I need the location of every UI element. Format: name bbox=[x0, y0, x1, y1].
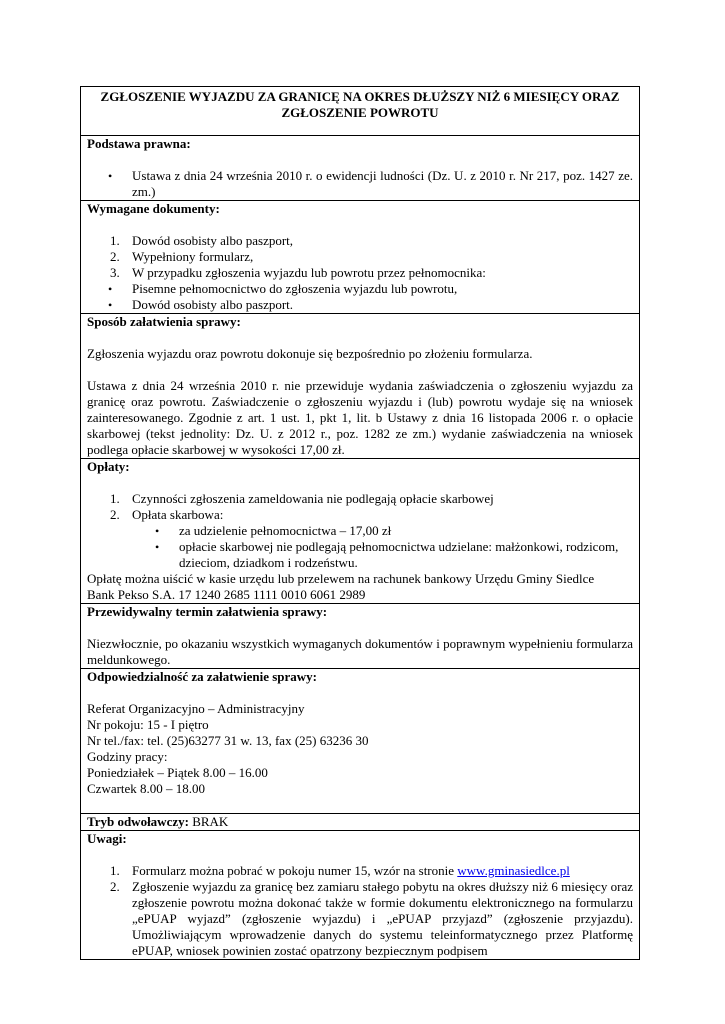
oplaty-numbered-list bbox=[87, 491, 633, 523]
website-link[interactable]: www.gminasiedlce.pl bbox=[457, 863, 570, 878]
section-dokumenty bbox=[81, 201, 640, 314]
podstawa-list bbox=[87, 168, 633, 200]
page-title: ZGŁOSZENIE WYJAZDU ZA GRANICĘ NA OKRES DŁUŻSZY NIŻ 6 MIESIĘCY ORAZ ZGŁOSZENIE POWROTU bbox=[100, 89, 620, 120]
section-tryb bbox=[81, 814, 640, 831]
tryb-value: BRAK bbox=[188, 814, 229, 829]
contact-line: Czwartek 8.00 – 18.00 bbox=[87, 781, 206, 796]
sposob-heading: Sposób załatwienia sprawy: bbox=[87, 314, 241, 329]
section-odpowiedzialnosc bbox=[81, 669, 640, 814]
list-item: • Ustawa z dnia 24 września 2010 r. o ewidencji ludności (Dz. U. z 2010 r. Nr 217, poz. 1427 ze. zm.) bbox=[132, 168, 633, 200]
list-item: • za udzielenie pełnomocnictwa – 17,00 zł bbox=[179, 523, 633, 539]
section-sposob bbox=[81, 314, 640, 459]
oplaty-payment-info: Opłatę można uiścić w kasie urzędu lub przelewem na rachunek bankowy Urzędu Gminy Siedlce bbox=[87, 571, 595, 586]
contact-line: Poniedziałek – Piątek 8.00 – 16.00 bbox=[87, 765, 268, 780]
list-item: • opłacie skarbowej nie podlegają pełnomocnictwa udzielane: małżonkowi, rodzicom, dzieciom, dziadkom i rodzeństwu. bbox=[179, 539, 633, 571]
list-item: • Pisemne pełnomocnictwo do zgłoszenia wyjazdu lub powrotu, bbox=[132, 281, 633, 297]
tryb-heading: Tryb odwoławczy: bbox=[87, 814, 189, 829]
list-item: 3. W przypadku zgłoszenia wyjazdu lub powrotu przez pełnomocnika: bbox=[110, 265, 486, 280]
sposob-paragraph-2: Ustawa z dnia 24 września 2010 r. nie przewiduje wydania zaświadczenia o zgłoszeniu wyjazdu za granicę oraz powrotu. Zaświadczenie o zgłoszeniu wyjazdu i (lub) powrotu wydaje się na wniosek zainteresowanego. Zgodnie z art. 1 ust. 1, pkt 1, lit. b Ustawy z dnia 16 listopada 2006 r. o opłacie skarbowej (tekst jednolity: Dz. U. z 2012 r., poz. 1282 ze zm.) wydanie zaświadczenia na wniosek podlega opłacie skarbowej w wysokości 17,00 zł. bbox=[87, 378, 633, 457]
list-item: 1. Dowód osobisty albo paszport, bbox=[110, 233, 294, 248]
uwagi-numbered-list bbox=[87, 863, 633, 959]
dokumenty-bullet-list bbox=[87, 281, 633, 313]
contact-line: Nr tel./fax: tel. (25)63277 31 w. 13, fax (25) 63236 30 bbox=[87, 733, 369, 748]
section-termin bbox=[81, 604, 640, 669]
list-item: 1. Formularz można pobrać w pokoju numer 15, wzór na stronie www.gminasiedlce.pl bbox=[110, 863, 570, 878]
section-oplaty bbox=[81, 459, 640, 604]
dokumenty-heading: Wymagane dokumenty: bbox=[87, 201, 220, 216]
contact-line: Godziny pracy: bbox=[87, 749, 168, 764]
contact-line: Referat Organizacyjno – Administracyjny bbox=[87, 701, 305, 716]
title-cell bbox=[81, 87, 640, 136]
document-page bbox=[80, 86, 640, 960]
list-item: 2. Zgłoszenie wyjazdu za granicę bez zamiaru stałego pobytu na okres dłuższy niż 6 miesięcy oraz zgłoszenie powrotu można dokonać także w formie dokumentu elektronicznego na formularzu „ePUAP wyjazd” (zgłoszenie wyjazdu) i „ePUAP przyjazd” (zgłoszenie przyjazdu). Umożliwiającym wprowadzenie danych do systemu teleinformatycznego przez Platformę ePUAP, wniosek powinien zostać opatrzony bezpiecznym podpisem bbox=[110, 879, 633, 958]
list-item: 2. Opłata skarbowa: bbox=[110, 507, 224, 522]
uwagi-heading: Uwagi: bbox=[87, 831, 127, 846]
list-item: 2. Wypełniony formularz, bbox=[110, 249, 254, 264]
termin-heading: Przewidywalny termin załatwienia sprawy: bbox=[87, 604, 328, 619]
contact-line: Nr pokoju: 15 - I piętro bbox=[87, 717, 209, 732]
info-table bbox=[80, 86, 640, 960]
dokumenty-numbered-list bbox=[87, 233, 633, 281]
podstawa-heading: Podstawa prawna: bbox=[87, 136, 191, 151]
list-item: 1. Czynności zgłoszenia zameldowania nie podlegają opłacie skarbowej bbox=[110, 491, 494, 506]
odpowiedzialnosc-heading: Odpowiedzialność za załatwienie sprawy: bbox=[87, 669, 318, 684]
section-uwagi bbox=[81, 831, 640, 960]
oplaty-heading: Opłaty: bbox=[87, 459, 130, 474]
oplaty-bullet-list bbox=[87, 523, 633, 571]
list-item: • Dowód osobisty albo paszport. bbox=[132, 297, 633, 313]
section-podstawa bbox=[81, 136, 640, 201]
sposob-paragraph-1: Zgłoszenia wyjazdu oraz powrotu dokonuje się bezpośrednio po złożeniu formularza. bbox=[87, 346, 533, 361]
oplaty-bank-account: Bank Pekso S.A. 17 1240 2685 1111 0010 6061 2989 bbox=[87, 587, 366, 602]
termin-text: Niezwłocznie, po okazaniu wszystkich wymaganych dokumentów i poprawnym wypełnieniu formularza meldunkowego. bbox=[87, 636, 633, 667]
